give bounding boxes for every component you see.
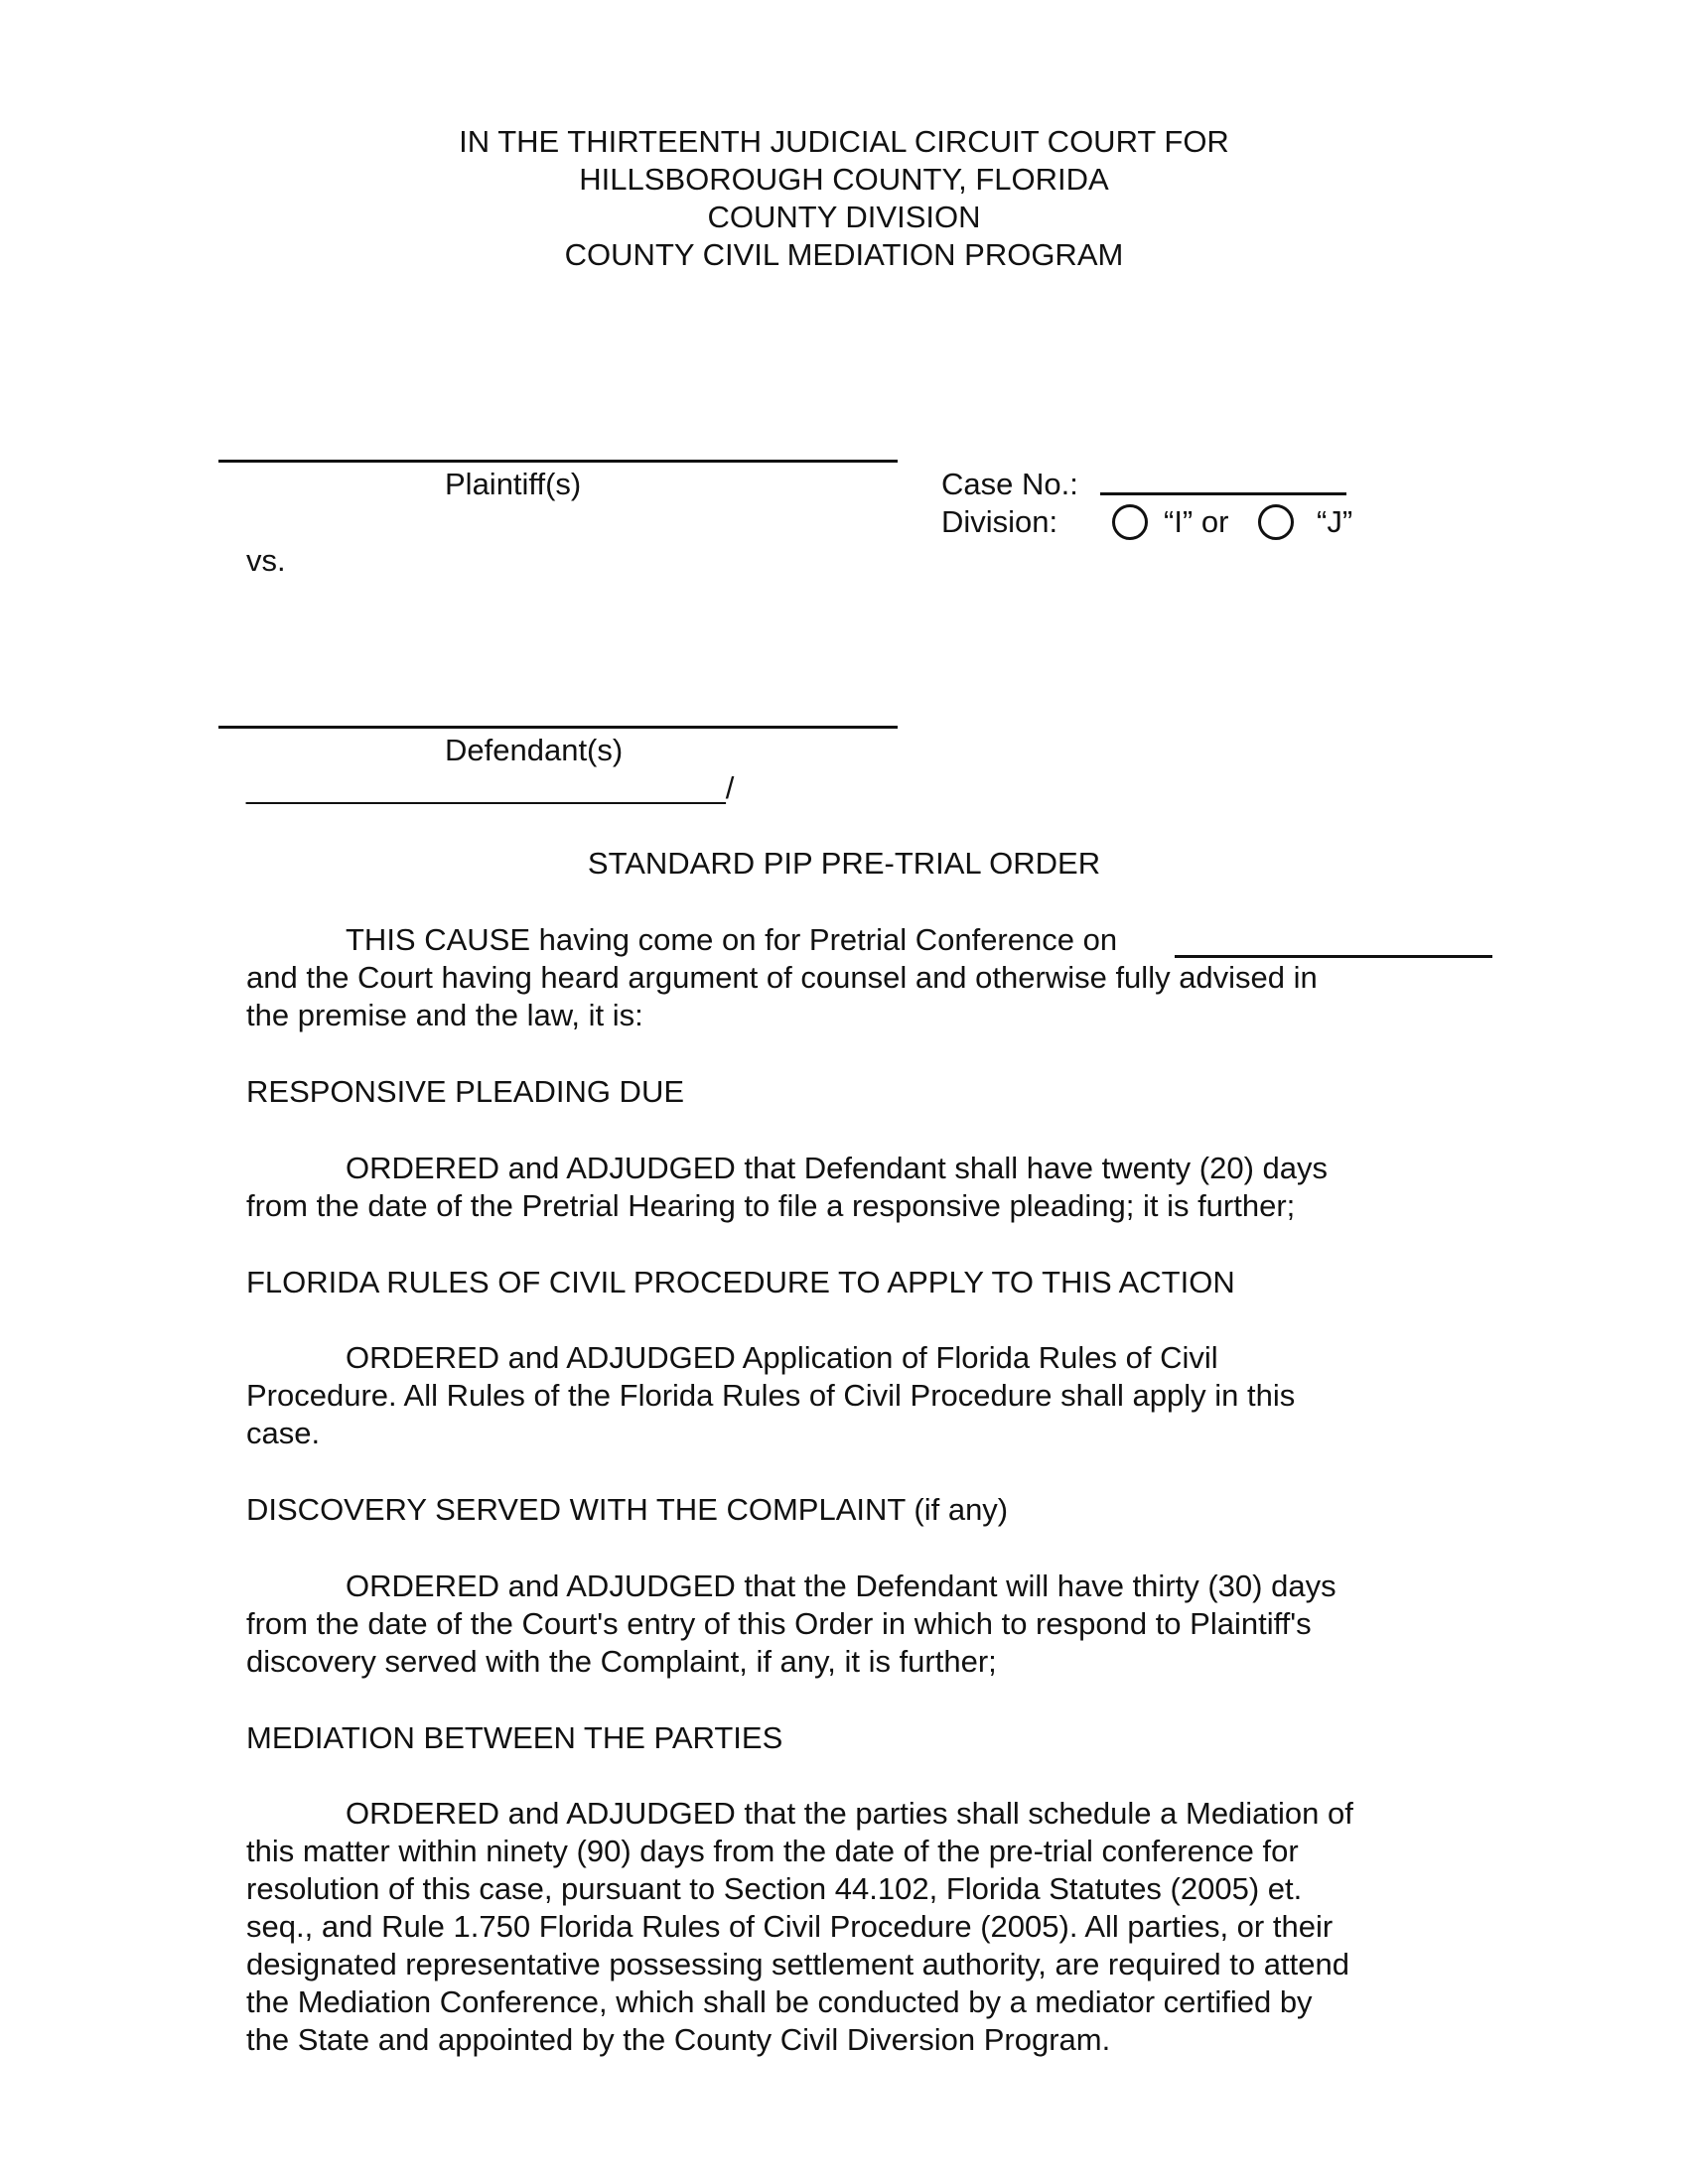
paragraph-line: Procedure. All Rules of the Florida Rules of Civil Procedure shall apply in this <box>246 1378 1296 1413</box>
paragraph-line: this matter within ninety (90) days from the date of the pre-trial conference for <box>246 1834 1299 1868</box>
paragraph-line: ORDERED and ADJUDGED that the Defendant will have thirty (30) days <box>346 1569 1336 1603</box>
intro-line: THIS CAUSE having come on for Pretrial Conference on <box>346 922 1118 957</box>
paragraph-line: discovery served with the Complaint, if any, it is further; <box>246 1644 997 1679</box>
order-title: STANDARD PIP PRE-TRIAL ORDER <box>587 846 1101 881</box>
paragraph-line: ORDERED and ADJUDGED Application of Florida Rules of Civil <box>346 1340 1218 1375</box>
paragraph-line: ORDERED and ADJUDGED that Defendant shall have twenty (20) days <box>346 1151 1329 1185</box>
paragraph-line: from the date of the Pretrial Hearing to file a responsive pleading; it is further; <box>246 1188 1296 1223</box>
intro-line: and the Court having heard argument of counsel and otherwise fully advised in <box>246 960 1318 995</box>
paragraph-line: seq., and Rule 1.750 Florida Rules of Civil Procedure (2005). All parties, or their <box>246 1909 1334 1944</box>
intro-line: the premise and the law, it is: <box>246 998 643 1032</box>
paragraph-line: from the date of the Court's entry of this Order in which to respond to Plaintiff's <box>246 1606 1312 1641</box>
pretrial-date-field[interactable] <box>1175 955 1492 958</box>
header-line: COUNTY CIVIL MEDIATION PROGRAM <box>564 237 1124 272</box>
paragraph-line: ORDERED and ADJUDGED that the parties shall schedule a Mediation of <box>346 1796 1353 1831</box>
defendant-label: Defendant(s) <box>445 733 624 767</box>
section-paragraph <box>246 1795 1517 2059</box>
vs-label: vs. <box>246 543 286 578</box>
paragraph-line: the State and appointed by the County Civil Diversion Program. <box>246 2022 1111 2057</box>
section-paragraph <box>246 1150 1517 1225</box>
section-heading: FLORIDA RULES OF CIVIL PROCEDURE TO APPLY TO THIS ACTION <box>246 1265 1235 1299</box>
court-header <box>0 123 1688 274</box>
section-paragraph <box>246 1339 1517 1452</box>
section-heading: MEDIATION BETWEEN THE PARTIES <box>246 1720 783 1755</box>
paragraph-line: resolution of this case, pursuant to Section 44.102, Florida Statutes (2005) et. <box>246 1871 1303 1906</box>
plaintiff-label: Plaintiff(s) <box>445 467 582 501</box>
header-line: IN THE THIRTEENTH JUDICIAL CIRCUIT COURT FOR <box>459 124 1229 159</box>
paragraph-line: designated representative possessing settlement authority, are required to attend <box>246 1947 1349 1981</box>
division-i-radio[interactable] <box>1112 504 1148 540</box>
case-no-label: Case No.: <box>941 467 1078 501</box>
header-line: HILLSBOROUGH COUNTY, FLORIDA <box>579 162 1109 197</box>
header-line: COUNTY DIVISION <box>707 200 981 234</box>
case-no-field[interactable] <box>1100 492 1346 495</box>
plaintiff-name-line[interactable] <box>218 460 898 463</box>
division-j-radio[interactable] <box>1258 504 1294 540</box>
caption-closing-line: ____________________________/ <box>246 770 735 805</box>
paragraph-line: the Mediation Conference, which shall be conducted by a mediator certified by <box>246 1984 1313 2019</box>
division-option-i-label: “I” or <box>1164 504 1229 539</box>
paragraph-line: case. <box>246 1416 321 1450</box>
division-label: Division: <box>941 504 1058 539</box>
defendant-name-line[interactable] <box>218 726 898 729</box>
division-option-j-label: “J” <box>1317 504 1353 539</box>
section-heading: DISCOVERY SERVED WITH THE COMPLAINT (if any) <box>246 1492 1009 1527</box>
section-heading: RESPONSIVE PLEADING DUE <box>246 1074 685 1109</box>
section-paragraph <box>246 1568 1517 1681</box>
